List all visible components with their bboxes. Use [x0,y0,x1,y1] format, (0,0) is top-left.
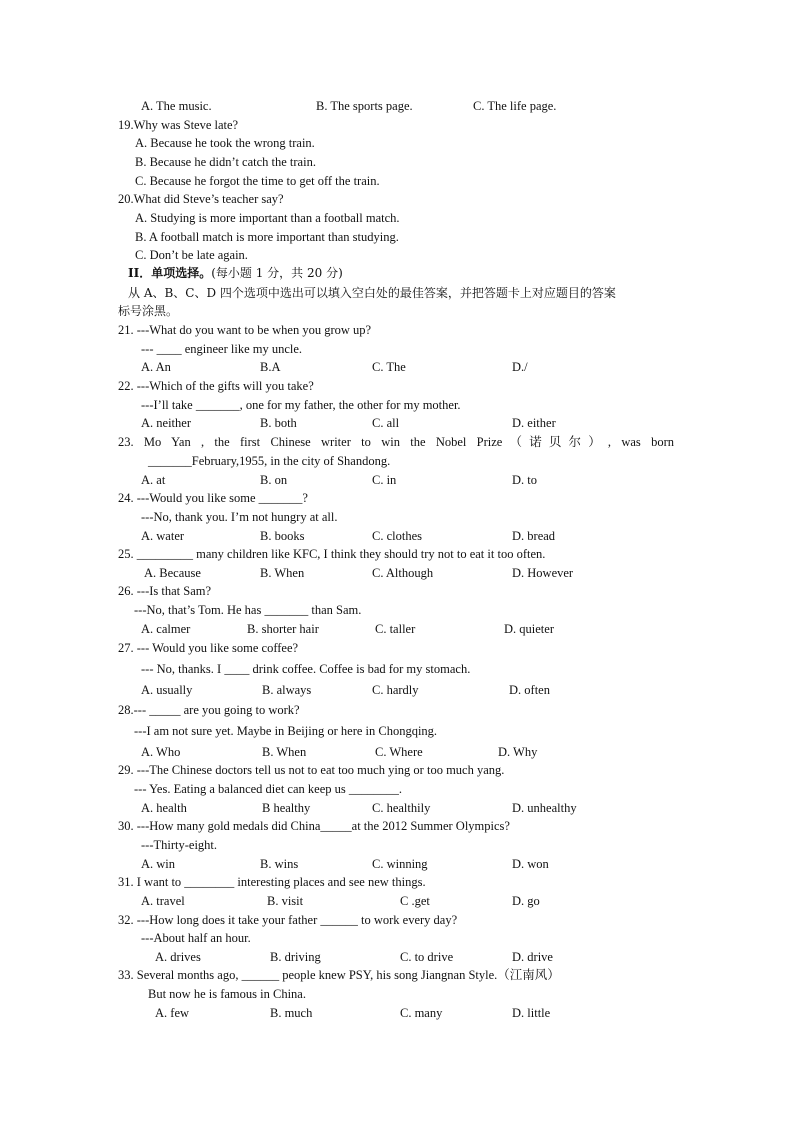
option-q32-d: D. drive [512,950,553,964]
section-2-instruction-cont: 标号涂黑。 [118,304,179,318]
option-q33-a: A. few [155,1006,190,1020]
question-28-reply: ---I am not sure yet. Maybe in Beijing or here in Chongqing. [134,724,438,738]
option-q22-b: B. both [260,416,297,430]
option-q18-b: B. The sports page. [316,99,413,113]
option-q25-b: B. When [260,566,305,580]
option-q32-b: B. driving [270,950,321,964]
question-24-reply: ---No, thank you. I’m not hungry at all. [141,510,338,524]
section-2-score-note: (每小题 1 分，共 20 分) [211,266,343,280]
option-q29-b: B healthy [262,801,311,815]
option-q18-c: C. The life page. [473,99,557,113]
option-q24-d: D. bread [512,529,556,543]
option-q28-a: A. Who [141,745,181,759]
option-q21-d: D./ [512,360,528,374]
question-21-reply: --- ____ engineer like my uncle. [141,342,303,356]
option-q31-d: D. go [512,894,540,908]
option-q22-a: A. neither [141,416,191,430]
option-q18-a: A. The music. [141,99,212,113]
option-q27-d: D. often [509,683,550,697]
question-27: 27. --- Would you like some coffee? [118,641,299,655]
question-32: 32. ---How long does it take your father ______ to work every day? [118,913,458,927]
question-30: 30. ---How many gold medals did China_____at the 2012 Summer Olympics? [118,819,510,833]
option-q30-c: C. winning [372,857,428,871]
question-33-cont: But now he is famous in China. [148,987,306,1001]
option-q21-b: B.A [260,360,281,374]
question-19: 19.Why was Steve late? [118,118,239,132]
option-q26-c: C. taller [375,622,416,636]
option-q31-b: B. visit [267,894,304,908]
question-25: 25. _________ many children like KFC, I think they should try not to eat it too often. [118,547,546,561]
option-q33-d: D. little [512,1006,551,1020]
option-q24-a: A. water [141,529,185,543]
option-q25-d: D. However [512,566,574,580]
question-29-reply: --- Yes. Eating a balanced diet can keep us ________. [134,782,402,796]
option-q30-d: D. won [512,857,549,871]
option-q23-b: B. on [260,473,288,487]
option-q29-d: D. unhealthy [512,801,577,815]
question-32-reply: ---About half an hour. [141,931,251,945]
option-q19-c: C. Because he forgot the time to get off the train. [135,174,380,188]
option-q33-b: B. much [270,1006,313,1020]
section-2-instruction: 从 A、B、C、D 四个选项中选出可以填入空白处的最佳答案，并把答题卡上对应题目的答案 [128,286,616,300]
question-24: 24. ---Would you like some _______? [118,491,308,505]
section-2-heading [128,265,343,282]
option-q28-b: B. When [262,745,307,759]
option-q20-c: C. Don’t be late again. [135,248,248,262]
option-q20-b: B. A football match is more important than studying. [135,230,399,244]
option-q23-a: A. at [141,473,166,487]
question-21: 21. ---What do you want to be when you grow up? [118,323,372,337]
option-q24-b: B. books [260,529,305,543]
question-23: 23. Mo Yan , the first Chinese writer to win the Nobel Prize（诺贝尔）, was born [118,435,674,449]
option-q22-d: D. either [512,416,556,430]
option-q24-c: C. clothes [372,529,422,543]
option-q30-a: A. win [141,857,176,871]
option-q27-c: C. hardly [372,683,419,697]
question-30-reply: ---Thirty-eight. [141,838,218,852]
option-q28-c: C. Where [375,745,423,759]
option-q19-a: A. Because he took the wrong train. [135,136,315,150]
option-q30-b: B. wins [260,857,299,871]
option-q27-b: B. always [262,683,312,697]
option-q29-a: A. health [141,801,187,815]
option-q22-c: C. all [372,416,400,430]
option-q27-a: A. usually [141,683,193,697]
question-31: 31. I want to ________ interesting places and see new things. [118,875,426,889]
option-q25-c: C. Although [372,566,434,580]
question-28: 28.--- _____ are you going to work? [118,703,300,717]
option-q29-c: C. healthily [372,801,431,815]
option-q32-c: C. to drive [400,950,454,964]
option-q31-a: A. travel [141,894,185,908]
option-q25-a: A. Because [144,566,201,580]
option-q26-d: D. quieter [504,622,554,636]
question-27-reply: --- No, thanks. I ____ drink coffee. Coffee is bad for my stomach. [141,662,471,676]
option-q32-a: A. drives [155,950,201,964]
option-q21-c: C. The [372,360,406,374]
question-26-reply: ---No, that’s Tom. He has _______ than Sam. [134,603,362,617]
option-q31-c: C .get [400,894,430,908]
option-q33-c: C. many [400,1006,443,1020]
question-22: 22. ---Which of the gifts will you take? [118,379,314,393]
question-23-cont: _______February,1955, in the city of Shandong. [148,454,391,468]
option-q26-b: B. shorter hair [247,622,319,636]
option-q26-a: A. calmer [141,622,191,636]
question-20: 20.What did Steve’s teacher say? [118,192,284,206]
question-22-reply: ---I’ll take _______, one for my father, the other for my mother. [141,398,461,412]
question-26: 26. ---Is that Sam? [118,584,212,598]
section-2-title: II．单项选择。 [128,266,212,280]
option-q19-b: B. Because he didn’t catch the train. [135,155,316,169]
option-q23-c: C. in [372,473,397,487]
option-q20-a: A. Studying is more important than a football match. [135,211,400,225]
option-q21-a: A. An [141,360,171,374]
option-q23-d: D. to [512,473,537,487]
question-33: 33. Several months ago, ______ people knew PSY, his song Jiangnan Style.（江南风） [118,968,560,982]
option-q28-d: D. Why [498,745,538,759]
question-29: 29. ---The Chinese doctors tell us not to eat too much ying or too much yang. [118,763,505,777]
